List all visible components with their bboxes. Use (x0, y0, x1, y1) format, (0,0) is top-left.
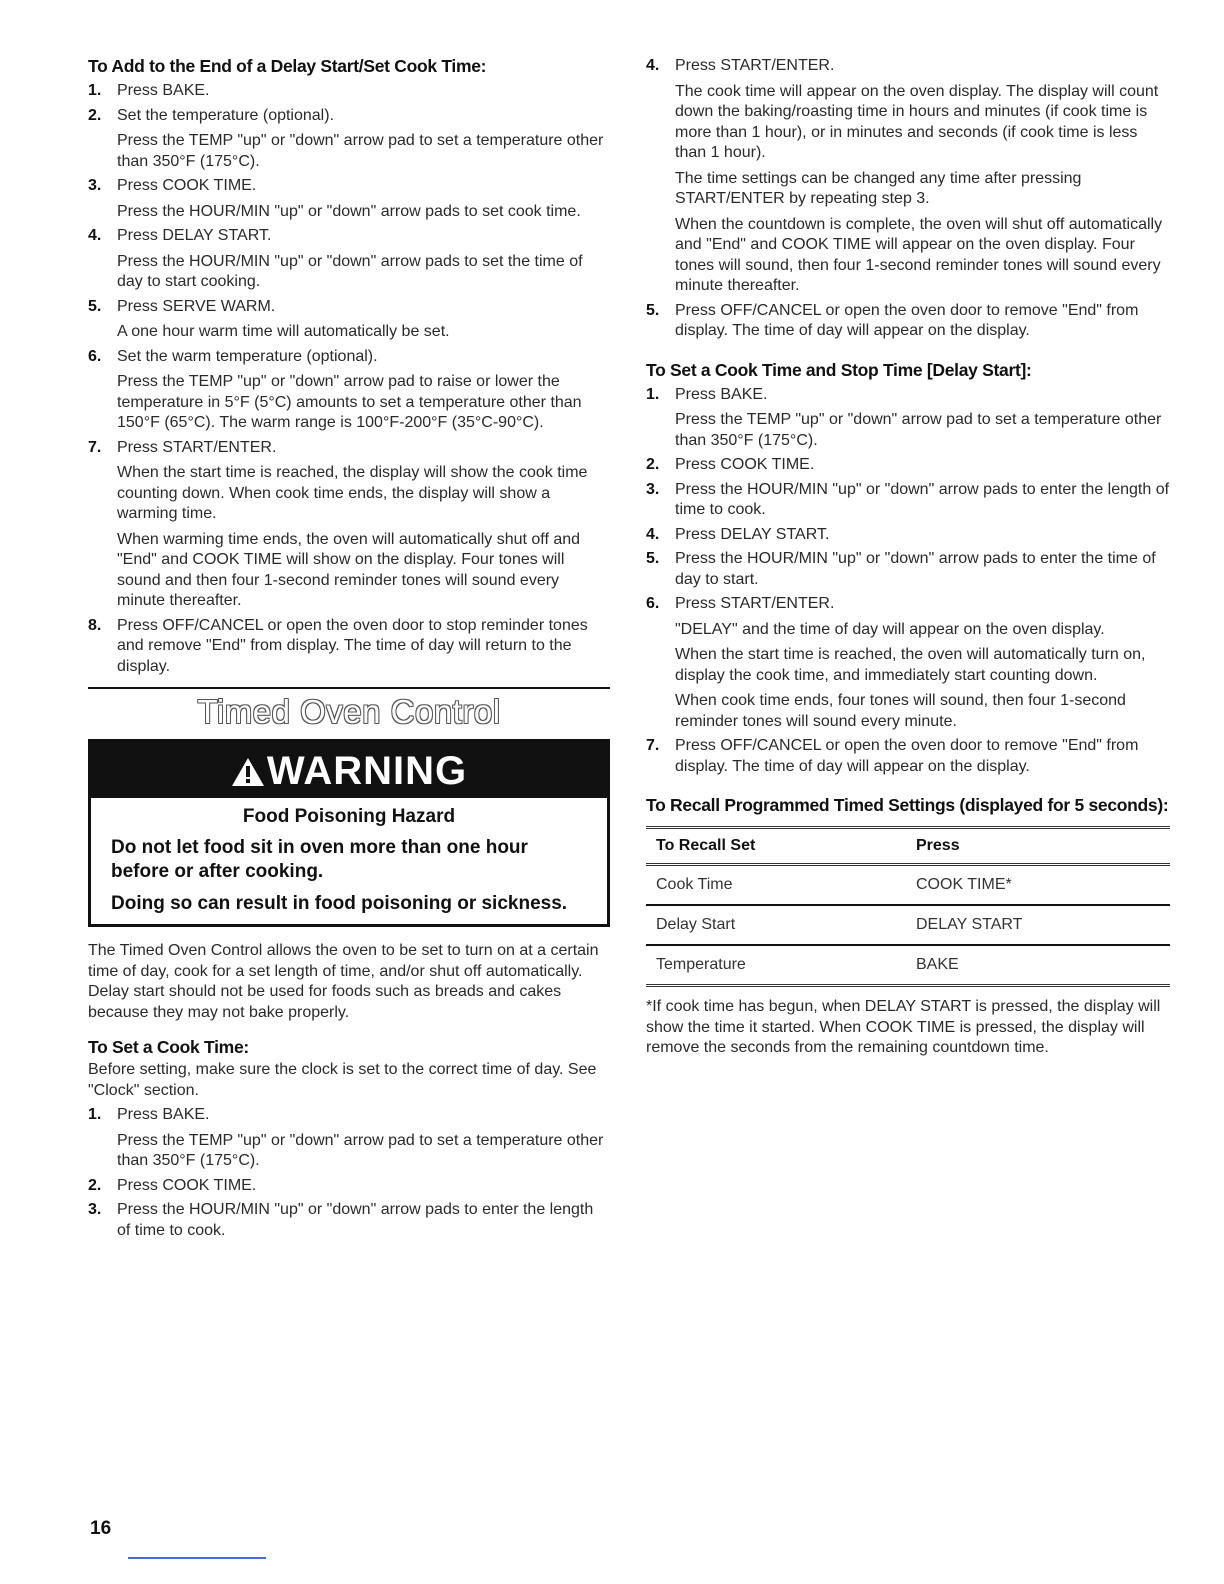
step-text: Press SERVE WARM. (117, 297, 276, 315)
table-row (646, 945, 1170, 986)
recall-heading: To Recall Programmed Timed Settings (displayed for 5 seconds): (646, 795, 1169, 815)
right-column (646, 56, 1170, 1059)
step-detail: When the start time is reached, the display will show the cook time counting down. When cook time ends, the display will show a warming time. (117, 464, 588, 522)
step-text: Press OFF/CANCEL or open the oven door to stop reminder tones and remove "End" from display. The time of day will return to the display. (117, 616, 588, 675)
step-text: Set the warm temperature (optional). (117, 347, 378, 365)
page-number: 16 (90, 1518, 112, 1539)
step-text: Press COOK TIME. (117, 177, 257, 194)
step-text: Press BAKE. (117, 1106, 210, 1123)
step-text: Press DELAY START. (675, 525, 830, 543)
step-item (88, 347, 610, 368)
recall-set-cell: Temperature (646, 945, 906, 986)
step-number: 2. (646, 456, 660, 473)
step-detail: The time settings can be changed any time after pressing START/ENTER by repeating step 3. (675, 169, 1082, 207)
step-text: Press START/ENTER. (675, 595, 835, 612)
hazard-title: Food Poisoning Hazard (242, 806, 456, 827)
set-cook-steps (88, 1105, 610, 1241)
step-detail: The cook time will appear on the oven display. The display will count down the baking/roasting time in hours and minutes (if cook time is more than 1 hour), or in minutes and seconds (if cook time is less than 1 hour). (675, 82, 1159, 161)
step-detail: When cook time ends, four tones will sound, then four 1-second reminder tones will sound every minute. (675, 692, 1126, 730)
step-number: 5. (646, 550, 660, 567)
recall-footnote: *If cook time has begun, when DELAY START is pressed, the display will show the time it started. When COOK TIME is pressed, the display will remove the seconds from the remaining countdown time. (646, 998, 1161, 1056)
recall-col-press: Press (906, 828, 1170, 865)
step-text: Press the HOUR/MIN "up" or "down" arrow pads to enter the length of time to cook. (117, 1201, 594, 1239)
warning-header (91, 742, 607, 798)
step-number: 6. (88, 347, 102, 365)
step-number: 3. (88, 177, 102, 194)
step-item (646, 56, 1170, 77)
warning-line-1: Do not let food sit in oven more than one hour before or after cooking. (111, 837, 528, 882)
footer-rule (128, 1557, 266, 1559)
warning-triangle-icon (231, 756, 265, 788)
step-item (88, 297, 610, 318)
step-number: 3. (646, 480, 660, 498)
recall-press-cell: BAKE (906, 945, 1170, 986)
step-text: Press OFF/CANCEL or open the oven door to remove "End" from display. The time of day will appear on the display. (675, 737, 1139, 775)
step-item (88, 438, 610, 459)
section-divider (88, 687, 610, 689)
step-detail: Press the TEMP "up" or "down" arrow pad to raise or lower the temperature in 5°F (5°C) amounts to set a temperature other than 150°F (65°C). The warm range is 100°F-200°F (35°C-90°C). (117, 373, 582, 431)
step-detail: Press the HOUR/MIN "up" or "down" arrow pads to set cook time. (117, 202, 581, 220)
recall-col-set: To Recall Set (646, 828, 906, 865)
step-detail: When the countdown is complete, the oven will shut off automatically and "End" and COOK TIME will appear on the oven display. Four tones will sound, then four 1-second reminder tones will sound every minute thereafter. (675, 215, 1163, 294)
step-detail: Press the TEMP "up" or "down" arrow pad to set a temperature other than 350°F (175°C). (675, 411, 1162, 449)
step-item (646, 736, 1170, 777)
timed-control-intro: The Timed Oven Control allows the oven to be set to turn on at a certain time of day, cook for a set length of time, and/or shut off automatically. Delay start should not be used for foods such as breads and cakes because they may not bake properly. (88, 942, 599, 1021)
step-item (646, 480, 1170, 521)
step-item (646, 549, 1170, 590)
step-text: Press the HOUR/MIN "up" or "down" arrow pads to enter the time of day to start. (675, 550, 1156, 588)
recall-table (646, 826, 1170, 987)
step-text: Press COOK TIME. (117, 1176, 257, 1194)
step-number: 4. (646, 57, 660, 74)
step-text: Press BAKE. (117, 82, 210, 99)
step-item (646, 455, 1170, 476)
recall-set-cell: Cook Time (656, 876, 733, 893)
section-title: Timed Oven Control (197, 693, 501, 730)
step-text: Press START/ENTER. (675, 57, 835, 74)
step-detail: "DELAY" and the time of day will appear on the oven display. (675, 620, 1105, 638)
step-number: 1. (88, 1106, 102, 1123)
recall-set-cell: Delay Start (646, 905, 906, 945)
step-item (646, 385, 1170, 406)
table-row (646, 905, 1170, 945)
warning-box (88, 739, 610, 927)
step-item (88, 1176, 610, 1197)
step-number: 8. (88, 616, 102, 634)
step-detail: Press the TEMP "up" or "down" arrow pad to set a temperature other than 350°F (175°C). (117, 132, 604, 170)
table-row (646, 865, 1170, 906)
step-number: 6. (646, 595, 660, 612)
set-cook-heading: To Set a Cook Time: (88, 1037, 249, 1057)
step-number: 7. (88, 438, 102, 456)
set-cook-intro: Before setting, make sure the clock is set to the correct time of day. See "Clock" section. (88, 1061, 597, 1099)
step-detail: Press the TEMP "up" or "down" arrow pad to set a temperature other than 350°F (175°C). (117, 1131, 604, 1169)
step-item (88, 106, 610, 127)
step-number: 2. (88, 106, 102, 124)
step-detail: A one hour warm time will automatically be set. (117, 323, 450, 340)
step-detail: When warming time ends, the oven will automatically shut off and "End" and COOK TIME will show on the display. Four tones will sound and then four 1-second reminder tones will sound every minute thereafter. (117, 530, 581, 609)
step-number: 7. (646, 737, 660, 754)
step-item (88, 81, 610, 102)
step-item (646, 301, 1170, 342)
step-item (646, 525, 1170, 546)
recall-press-cell: COOK TIME* (916, 876, 1012, 893)
step-number: 5. (646, 301, 660, 319)
step-item (88, 616, 610, 678)
recall-press-cell: DELAY START (906, 905, 1170, 945)
step-text: Set the temperature (optional). (117, 106, 335, 124)
step-item (88, 226, 610, 247)
step-item (88, 1200, 610, 1241)
warning-line-2: Doing so can result in food poisoning or sickness. (111, 893, 568, 914)
stop-time-heading: To Set a Cook Time and Stop Time [Delay Start]: (646, 359, 1032, 380)
step-detail: When the start time is reached, the oven will automatically turn on, display the cook time, and immediately start counting down. (675, 646, 1146, 684)
stop-time-steps (646, 385, 1170, 778)
step-text: Press BAKE. (675, 385, 768, 403)
step-number: 4. (646, 525, 660, 543)
left-column (88, 56, 610, 1241)
step-number: 1. (88, 82, 102, 99)
step-item (88, 176, 610, 197)
warning-label: WARNING (266, 749, 468, 793)
step-number: 5. (88, 297, 102, 315)
step-item (646, 594, 1170, 615)
add-end-heading: To Add to the End of a Delay Start/Set Cook Time: (88, 56, 487, 76)
step-number: 4. (88, 227, 102, 244)
step-text: Press the HOUR/MIN "up" or "down" arrow pads to enter the length of time to cook. (675, 480, 1170, 518)
step-text: Press COOK TIME. (675, 456, 815, 473)
step-item (88, 1105, 610, 1126)
step-text: Press START/ENTER. (117, 438, 277, 456)
step-number: 1. (646, 385, 660, 403)
step-text: Press OFF/CANCEL or open the oven door to remove "End" from display. The time of day will appear on the display. (675, 301, 1139, 339)
step-text: Press DELAY START. (117, 227, 272, 244)
step-number: 2. (88, 1176, 102, 1194)
set-cook-continued-steps (646, 56, 1170, 342)
step-detail: Press the HOUR/MIN "up" or "down" arrow pads to set the time of day to start cooking. (117, 252, 583, 290)
step-number: 3. (88, 1201, 102, 1218)
add-end-steps (88, 81, 610, 677)
